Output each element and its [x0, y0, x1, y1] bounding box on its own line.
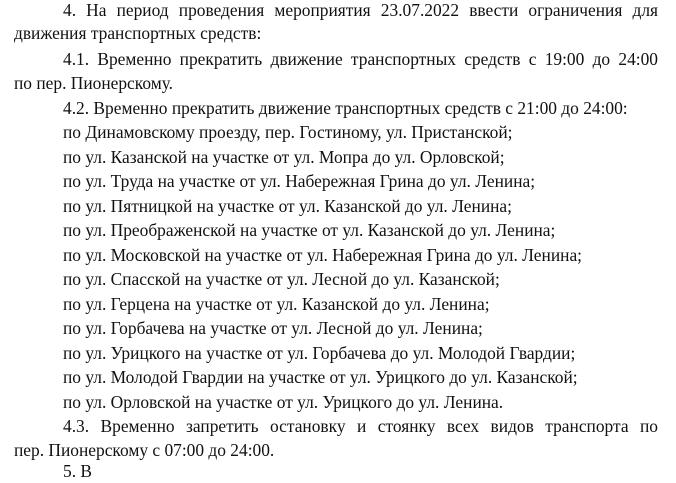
street-item: по ул. Спасской на участке от ул. Лесной до ул. Казанской;	[63, 269, 500, 289]
street-item: по ул. Орловской на участке от ул. Урицкого до ул. Ленина.	[63, 392, 504, 412]
street-item: по ул. Преображенской на участке от ул. Казанской до ул. Ленина;	[63, 220, 556, 240]
paragraph-4-1-line-1: 4.1. Временно прекратить движение транспортных средств с 19:00 до 24:00	[63, 49, 658, 69]
paragraph-4-line-1: 4. На период проведения мероприятия 23.07.2022 ввести ограничения для	[63, 0, 658, 20]
paragraph-4-3-line-1: 4.3. Временно запретить остановку и стоянку всех видов транспорта по	[63, 416, 658, 436]
street-item: по Динамовскому проезду, пер. Гостиному, ул. Пристанской;	[63, 122, 513, 142]
street-item: по ул. Труда на участке от ул. Набережная Грина до ул. Ленина;	[63, 171, 536, 191]
street-item: по ул. Московской на участке от ул. Набережная Грина до ул. Ленина;	[63, 245, 582, 265]
street-item: по ул. Молодой Гвардии на участке от ул. Урицкого до ул. Казанской;	[63, 367, 578, 387]
street-item: по ул. Пятницкой на участке от ул. Казанской до ул. Ленина;	[63, 196, 512, 216]
paragraph-4-3-line-2: пер. Пионерскому с 07:00 до 24:00.	[14, 440, 275, 460]
paragraph-5-partial	[63, 459, 92, 481]
street-item: по ул. Урицкого на участке от ул. Горбачева до ул. Молодой Гвардии;	[63, 343, 576, 363]
paragraph-4-1-line-2: по пер. Пионерскому.	[14, 73, 174, 93]
street-item: по ул. Горбачева на участке от ул. Лесной до ул. Ленина;	[63, 318, 483, 338]
paragraph-5-partial-text: 5. В	[63, 461, 92, 481]
street-item: по ул. Казанской на участке от ул. Мопра до ул. Орловской;	[63, 147, 505, 167]
paragraph-4-line-2: движения транспортных средств:	[14, 23, 262, 43]
street-item: по ул. Герцена на участке от ул. Казанской до ул. Ленина;	[63, 294, 490, 314]
paragraph-4-2-heading: 4.2. Временно прекратить движение транспортных средств с 21:00 до 24:00:	[63, 98, 628, 118]
